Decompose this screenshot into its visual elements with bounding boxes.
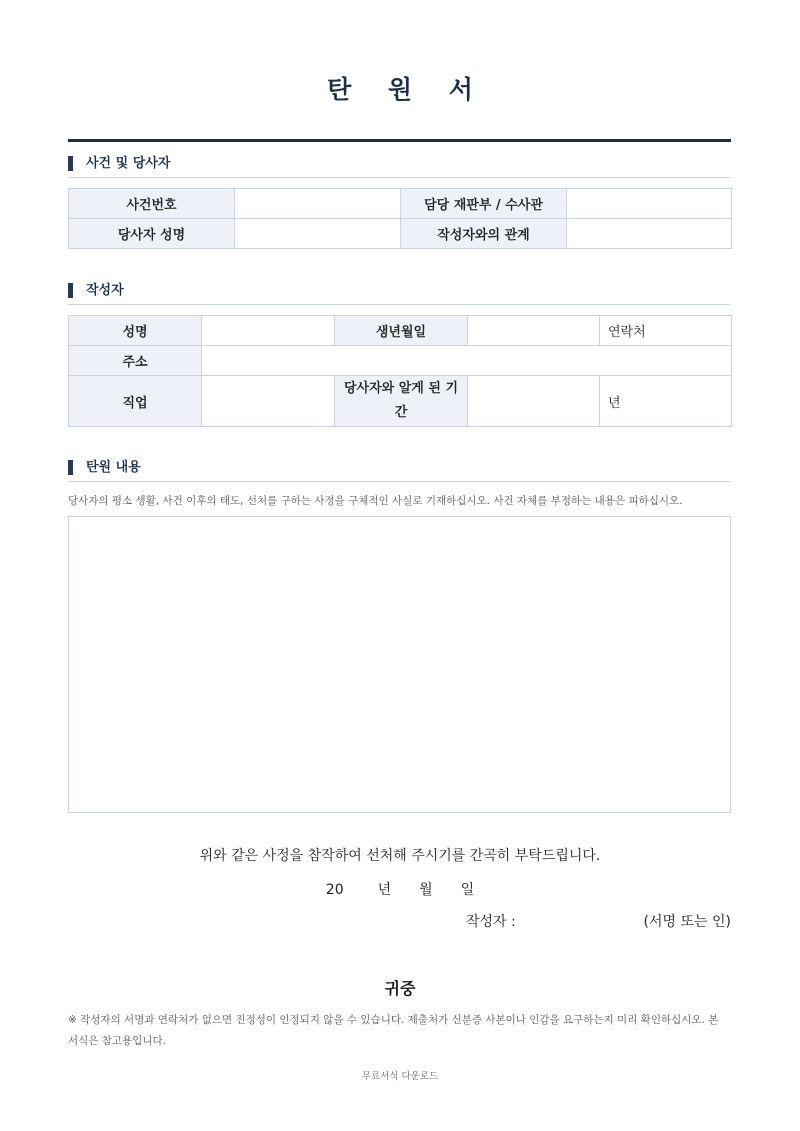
acquaint-label: 당사자와 알게 된 기간 (335, 376, 468, 427)
section-writer-title: 작성자 (86, 283, 124, 298)
petition-content-area[interactable] (68, 516, 731, 813)
document-title: 탄 원 서 (327, 75, 487, 104)
birth-label: 생년월일 (335, 316, 468, 346)
table-row (69, 219, 732, 249)
address-field[interactable] (202, 346, 732, 376)
footer-download-link[interactable]: 무료서식 다운로드 (361, 1071, 439, 1082)
content-hint: 당사자의 평소 생활, 사건 이후의 태도, 선처를 구하는 사정을 구체적인 사실로 기재하십시오. 사건 자체를 부정하는 내용은 피하십시오. (68, 495, 683, 507)
section-marker-icon (68, 460, 73, 475)
section-content-title: 탄원 내용 (86, 460, 141, 475)
section-marker-icon (68, 156, 73, 171)
writer-name-label: 성명 (69, 316, 202, 346)
date-year-prefix: 20 (325, 882, 344, 898)
title-divider (68, 139, 731, 142)
acquaint-field[interactable] (468, 376, 600, 427)
case-table (68, 188, 732, 249)
years-unit[interactable]: 년 (600, 376, 732, 427)
case-number-label: 사건번호 (69, 189, 235, 219)
table-row (69, 189, 732, 219)
address-label: 주소 (69, 346, 202, 376)
writer-table (68, 315, 732, 427)
date-day-label: 일 (460, 882, 475, 898)
table-row (69, 376, 732, 427)
table-row (69, 316, 732, 346)
signature-hint: (서명 또는 인) (643, 914, 731, 930)
court-field[interactable] (567, 189, 732, 219)
date-line (0, 879, 800, 899)
section-writer-header (68, 281, 731, 305)
section-marker-icon (68, 283, 73, 298)
job-label: 직업 (69, 376, 202, 427)
party-name-label: 당사자 성명 (69, 219, 235, 249)
relation-label: 작성자와의 관계 (401, 219, 567, 249)
closing-request: 위와 같은 사정을 참작하여 선처해 주시기를 간곡히 부탁드립니다. (199, 848, 601, 864)
section-case-title: 사건 및 당사자 (86, 156, 171, 171)
table-row (69, 346, 732, 376)
section-case-header (68, 154, 731, 178)
party-name-field[interactable] (235, 219, 401, 249)
case-number-field[interactable] (235, 189, 401, 219)
court-label: 담당 재판부 / 수사관 (401, 189, 567, 219)
relation-field[interactable] (567, 219, 732, 249)
date-year-label: 년 (377, 882, 392, 898)
date-month-label: 월 (419, 882, 433, 898)
signer-label: 작성자 : (466, 914, 516, 930)
footnote: ※ 작성자의 서명과 연락처가 없으면 진정성이 인정되지 않을 수 있습니다. 제출처가 신분증 사본이나 인감을 요구하는지 미리 확인하십시오. 본 서식은 참고용입니다. (68, 1014, 719, 1047)
writer-name-field[interactable] (202, 316, 335, 346)
contact-label[interactable]: 연락처 (600, 316, 732, 346)
birth-field[interactable] (468, 316, 600, 346)
addressee: 귀중 (384, 979, 416, 998)
job-field[interactable] (202, 376, 335, 427)
section-content-header (68, 458, 731, 482)
